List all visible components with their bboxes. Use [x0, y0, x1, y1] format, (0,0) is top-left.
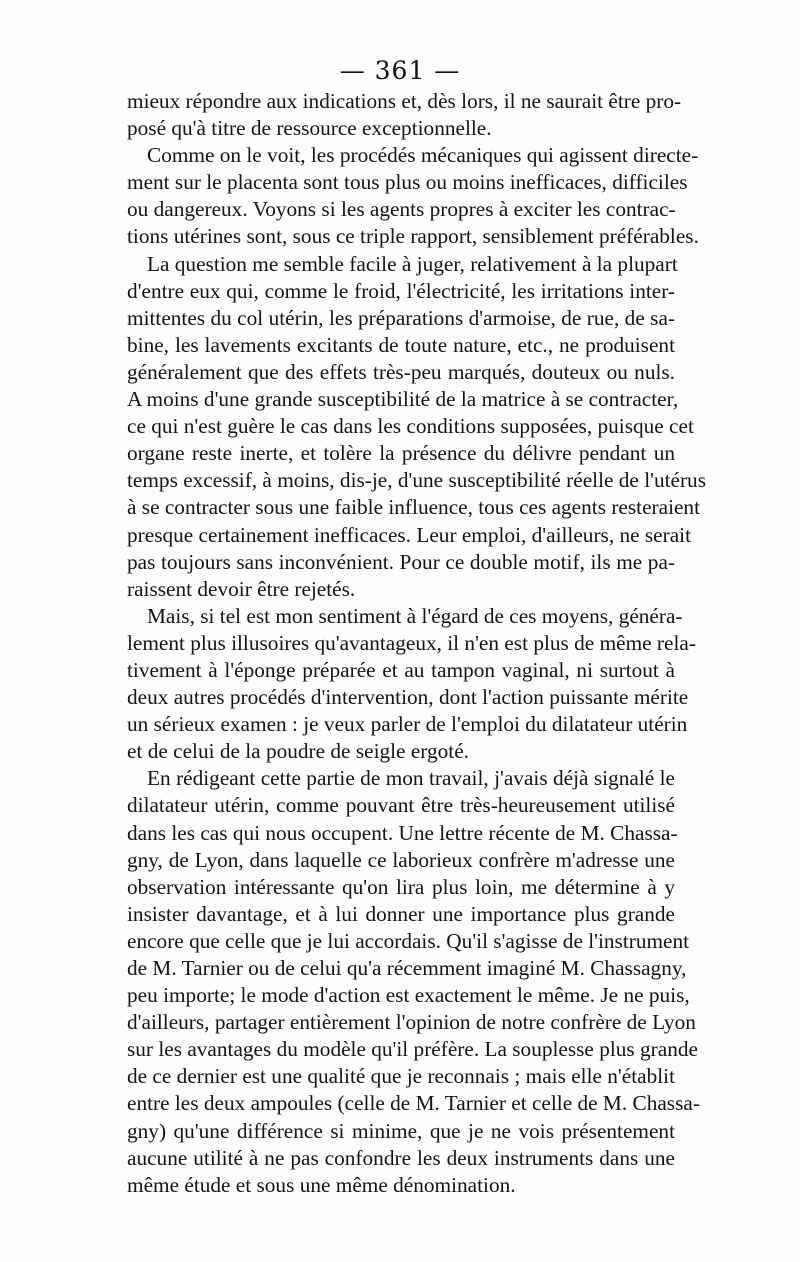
text-line: presque certainement inefficaces. Leur emploi, d'ailleurs, ne serait — [127, 522, 692, 547]
text-line: gny, de Lyon, dans laquelle ce laborieux confrère m'adresse une — [127, 847, 675, 872]
text-line: même étude et sous une même dénomination. — [127, 1172, 516, 1197]
text-line: de M. Tarnier ou de celui qu'a récemment imaginé M. Chassagny, — [127, 956, 687, 980]
text-line: observation intéressante qu'on lira plus loin, me détermine à y — [127, 874, 675, 899]
text-line: peu importe; le mode d'action est exactement le même. Je ne puis, — [127, 983, 690, 1008]
text-line: Mais, si tel est mon sentiment à l'égard de ces moyens, généra- — [147, 603, 683, 628]
text-line: un sérieux examen : je veux parler de l'emploi du dilatateur utérin — [127, 712, 688, 737]
body-text — [127, 88, 706, 1199]
text-line: aucune utilité à ne pas confondre les deux instruments dans une — [127, 1145, 675, 1170]
text-line: d'entre eux qui, comme le froid, l'électricité, les irritations inter- — [127, 278, 675, 303]
text-line: mieux répondre aux indications et, dès lors, il ne saurait être pro- — [127, 89, 682, 113]
text-line: pas toujours sans inconvénient. Pour ce double motif, ils me pa- — [127, 549, 675, 574]
text-line: temps excessif, à moins, dis-je, d'une susceptibilité réelle de l'utérus — [127, 468, 706, 493]
text-line: organe reste inerte, et tolère la présence du délivre pendant un — [127, 441, 675, 466]
paragraph — [127, 88, 682, 142]
text-line: encore que celle que je lui accordais. Qu'il s'agisse de l'instrument — [127, 928, 690, 953]
text-line: généralement que des effets très-peu marqués, douteux ou nuls. — [127, 359, 675, 384]
text-line: entre les deux ampoules (celle de M. Tarnier et celle de M. Chassa- — [127, 1091, 700, 1116]
paragraph — [127, 765, 700, 1199]
text-line: gny) qu'une différence si minime, que je ne vois présentement — [127, 1118, 675, 1143]
text-line: A moins d'une grande susceptibilité de la matrice à se contracter, — [127, 387, 679, 412]
text-line: Comme on le voit, les procédés mécaniques qui agissent directe- — [147, 143, 699, 168]
text-line: tivement à l'éponge préparée et au tampon vaginal, ni surtout à — [127, 657, 675, 682]
text-line: dilatateur utérin, comme pouvant être très-heureusement utilisé — [127, 793, 675, 818]
text-line: lement plus illusoires qu'avantageux, il n'en est plus de même rela- — [127, 630, 696, 655]
text-line: d'ailleurs, partager entièrement l'opinion de notre confrère de Lyon — [127, 1010, 696, 1035]
text-line: ment sur le placenta sont tous plus ou moins inefficaces, difficiles — [127, 170, 688, 195]
text-line: tions utérines sont, sous ce triple rapport, sensiblement préférables. — [127, 224, 699, 249]
text-line: ou dangereux. Voyons si les agents propres à exciter les contrac- — [127, 197, 676, 222]
text-line: En rédigeant cette partie de mon travail, j'avais déjà signalé le — [147, 766, 675, 791]
text-line: raissent devoir être rejetés. — [127, 576, 356, 601]
text-line: et de celui de la poudre de seigle ergoté. — [127, 739, 469, 764]
text-line: deux autres procédés d'intervention, dont l'action puissante mérite — [127, 685, 689, 710]
paragraph — [127, 603, 696, 766]
text-line: dans les cas qui nous occupent. Une lettre récente de M. Chassa- — [127, 820, 678, 845]
text-line: La question me semble facile à juger, relativement à la plupart — [147, 251, 678, 276]
text-line: insister davantage, et à lui donner une importance plus grande — [127, 901, 675, 926]
paragraph — [127, 142, 699, 250]
paragraph — [127, 251, 706, 603]
text-line: ce qui n'est guère le cas dans les conditions supposées, puisque cet — [127, 414, 694, 439]
text-line: de ce dernier est une qualité que je reconnais ; mais elle n'établit — [127, 1064, 675, 1089]
text-line: bine, les lavements excitants de toute nature, etc., ne produisent — [127, 332, 675, 357]
text-line: posé qu'à titre de ressource exceptionnelle. — [127, 116, 492, 141]
text-line: sur les avantages du modèle qu'il préfère. La souplesse plus grande — [127, 1037, 698, 1062]
page-number: — 361 — — [339, 56, 461, 85]
text-line: mittentes du col utérin, les préparations d'armoise, de rue, de sa- — [127, 305, 675, 330]
text-line: à se contracter sous une faible influence, tous ces agents resteraient — [127, 495, 700, 520]
